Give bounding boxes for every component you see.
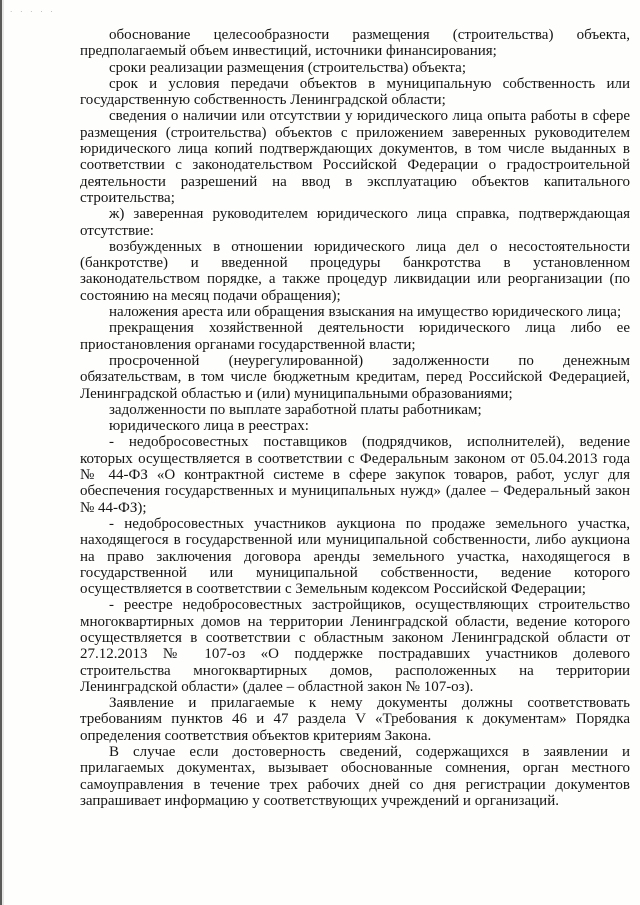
- paragraph-transfer-terms: срок и условия передачи объектов в муниципальную собственность или государственную собственность Ленинградской области;: [80, 75, 630, 109]
- paragraph-overdue-debt: просроченной (неурегулированной) задолженности по денежным обязательствам, в том числе бюджетным кредитам, перед Российской Федерацией, Ленинградской областью и (или) муниципальными образованиями;: [80, 352, 630, 402]
- list-item-suppliers: - недобросовестных поставщиков (подрядчиков, исполнителей), ведение которых осуществляется в соответствии с Федеральным законом от 05.04.2013 года № 44-ФЗ «О контрактной системе в сфере закупок товаров, работ, услуг для обеспечения государственных и муниципальных нужд» (далее – Федеральный закон № 44-ФЗ);: [80, 434, 630, 516]
- list-item-developers: - реестре недобросовестных застройщиков, осуществляющих строительство многоквартирных домов на территории Ленинградской области, ведение которого осуществляется в соответствии с областным законом Ленинградской области от 27.12.2013 № 107-оз «О поддержке пострадавших участников долевого строительства многоквартирных домов, расположенных на территории Ленинградской области» (далее – областной закон № 107-оз).: [80, 597, 630, 695]
- paragraph-verification: В случае если достоверность сведений, содержащихся в заявлении и прилагаемых документах, вызывает обоснованные сомнения, орган местного самоуправления в течение трех рабочих дней со дня регистрации документов запрашивает информацию у соответствующих учреждений и организаций.: [80, 744, 630, 809]
- paragraph-certificate: ж) заверенная руководителем юридического лица справка, подтверждающая отсутствие:: [80, 206, 630, 239]
- paragraph-registers: юридического лица в реестрах:: [109, 418, 309, 435]
- paragraph-experience: сведения о наличии или отсутствии у юридического лица опыта работы в сфере размещения (строительства) объектов с приложением заверенных руководителем юридического лица копий подтверждающих документов, в том числе выданных в соответствии с законодательством Российской Федерации о градостроительной деятельности разрешений на ввод в эксплуатацию объектов капитального строительства;: [80, 108, 630, 206]
- scan-marks: · · · · ·: [10, 8, 56, 16]
- paragraph-timeline: сроки реализации размещения (строительства) объекта;: [109, 59, 466, 76]
- paragraph-justification: обоснование целесообразности размещения (строительства) объекта, предполагаемый объем инвестиций, источники финансирования;: [80, 27, 630, 60]
- paragraph-arrest: наложения ареста или обращения взыскания на имущество юридического лица;: [109, 304, 622, 321]
- document-body: [80, 27, 630, 809]
- paragraph-termination: прекращения хозяйственной деятельности юридического лица либо ее приостановления органами государственной власти;: [80, 320, 630, 353]
- list-item-auction: - недобросовестных участников аукциона по продаже земельного участка, находящегося в государственной или муниципальной собственности, либо аукциона на право заключения договора аренды земельного участка, находящегося в государственной или муниципальной собственности, ведение которого осуществляется в соответствии с Земельным кодексом Российской Федерации;: [80, 515, 630, 598]
- paragraph-requirements: Заявление и прилагаемые к нему документы должны соответствовать требованиям пунктов 46 и 47 раздела V «Требования к документам» Порядка определения соответствия объектов критериям Закона.: [80, 695, 630, 744]
- scan-edge-line: [0, 0, 2, 905]
- paragraph-wage-debt: задолженности по выплате заработной платы работникам;: [109, 401, 482, 418]
- paragraph-bankruptcy: возбужденных в отношении юридического лица дел о несостоятельности (банкротстве) и введенной процедуры банкротства в установленном законодательством порядке, а также процедур ликвидации или реорганизации (по состоянию на месяц подачи обращения);: [80, 238, 630, 304]
